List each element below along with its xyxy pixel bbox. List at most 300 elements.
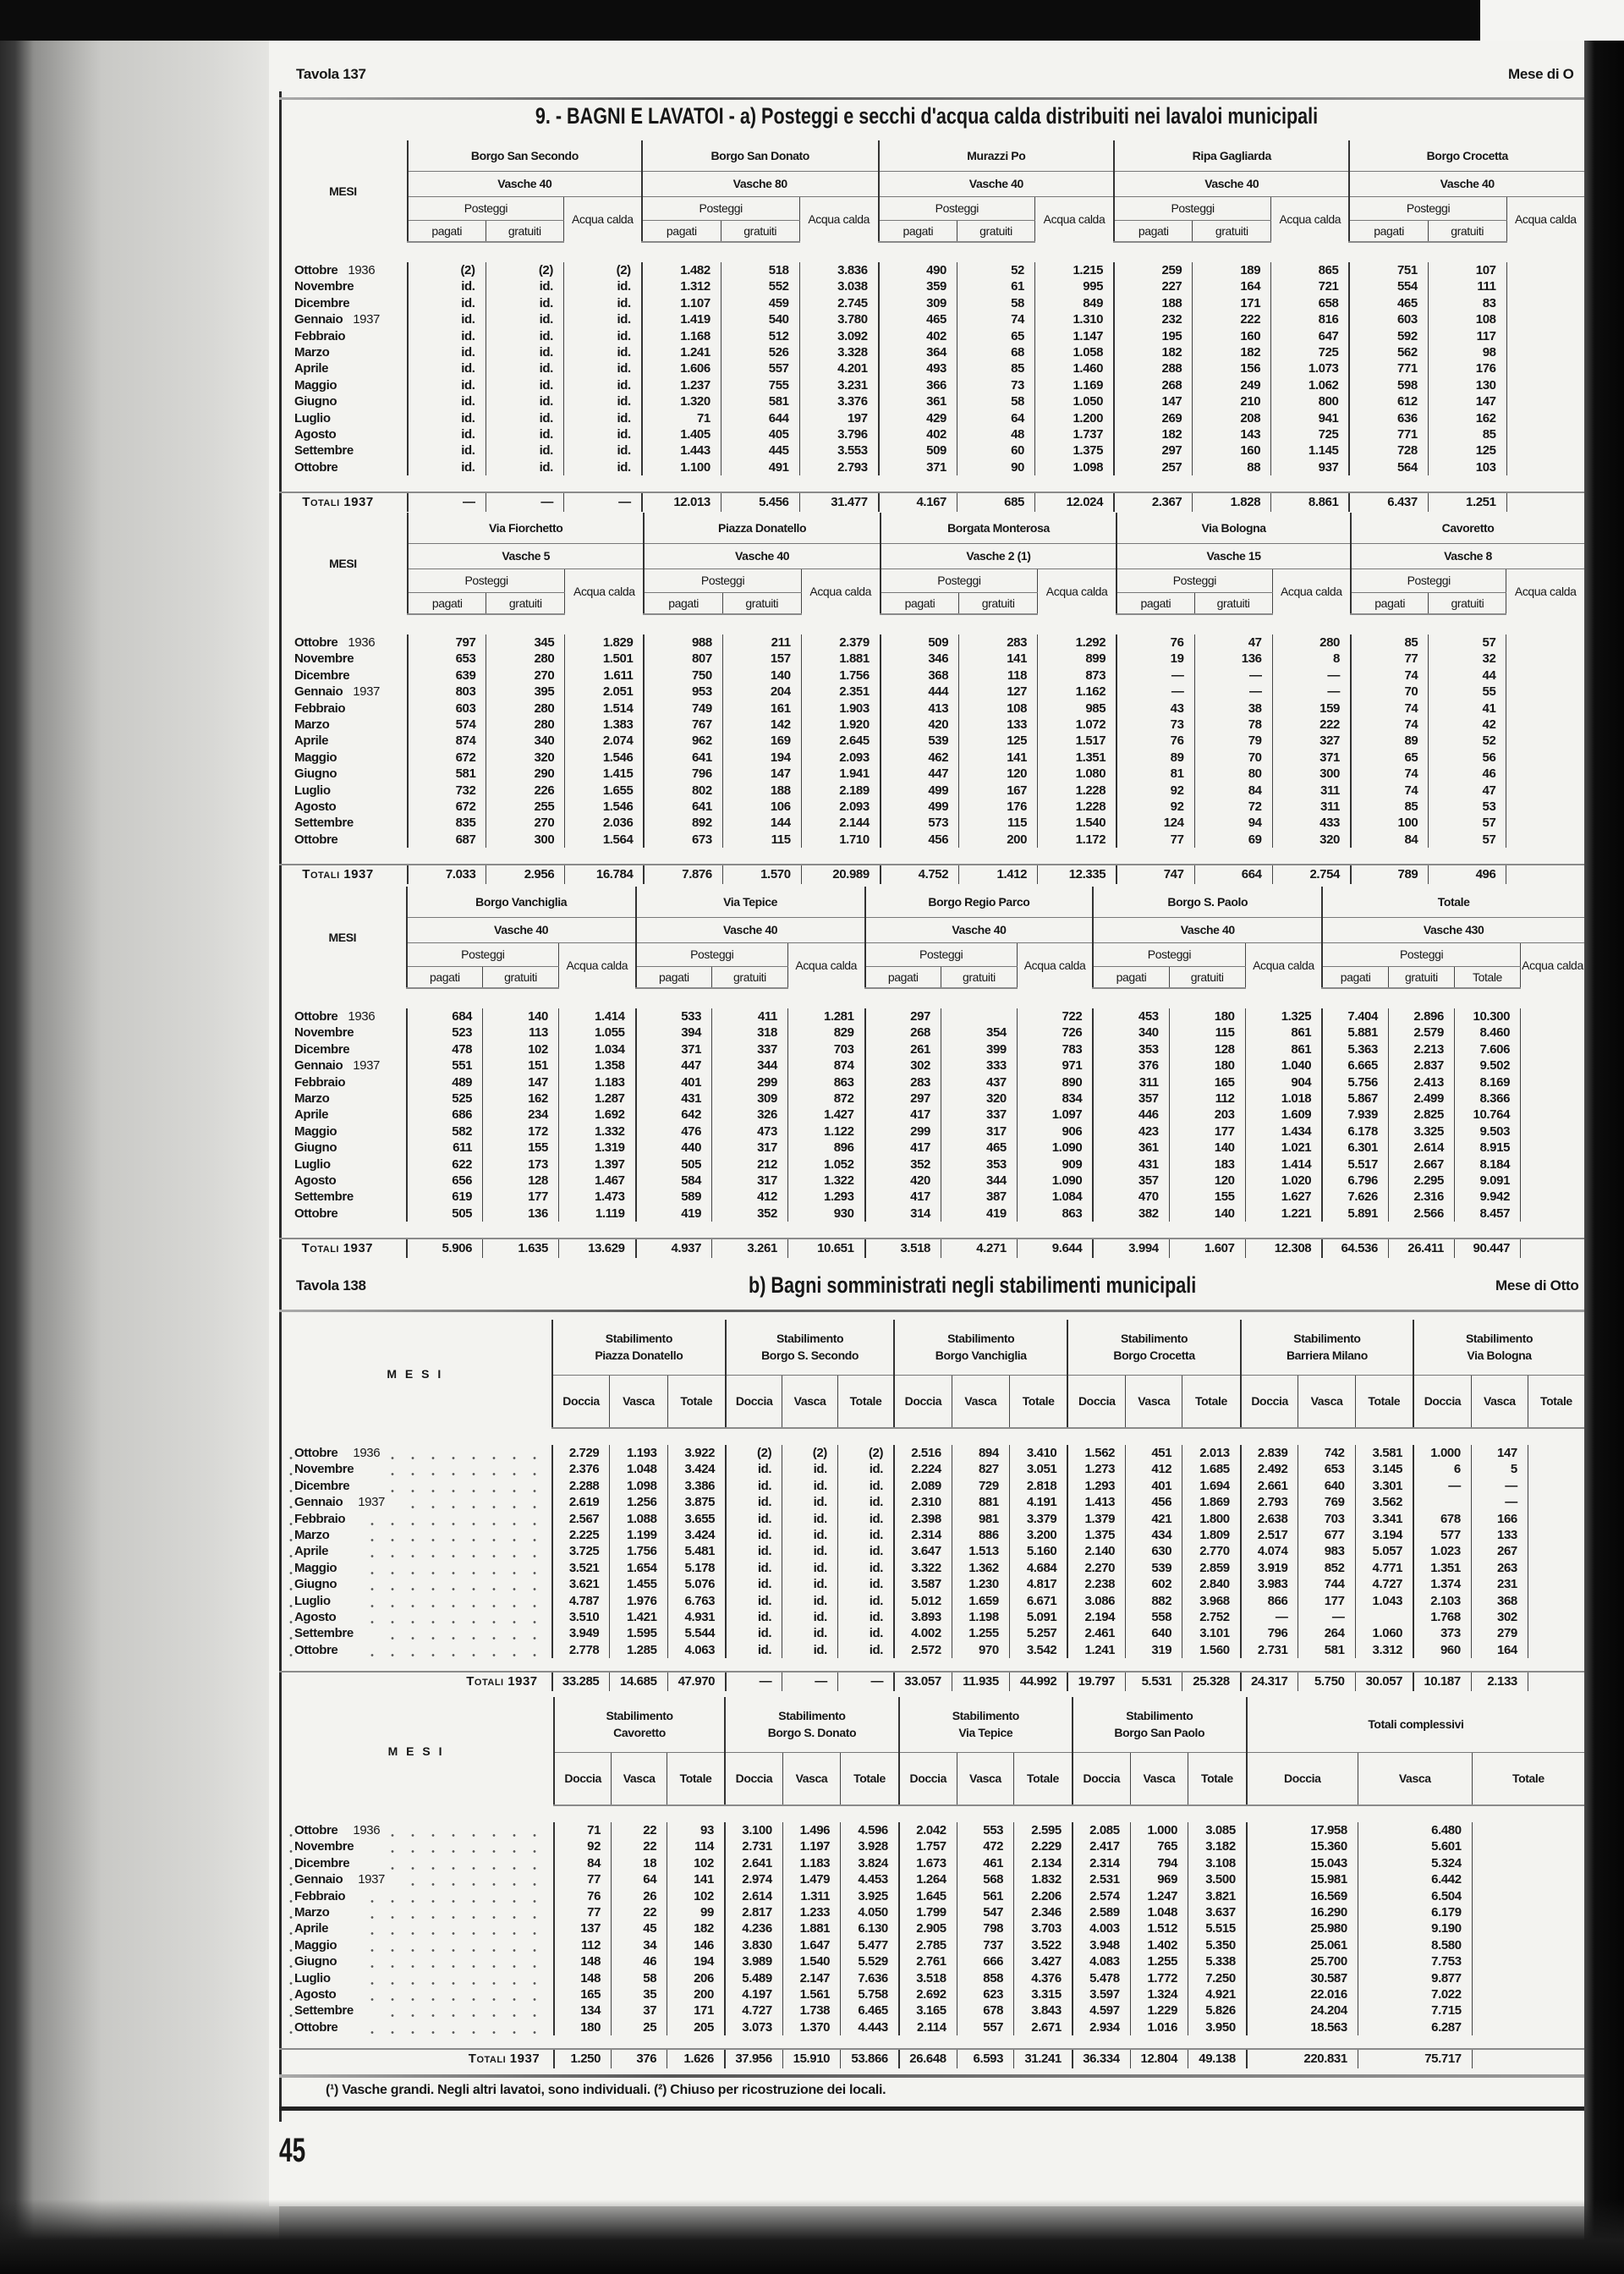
value-cell: 283 — [865, 1074, 941, 1090]
value-cell: id. — [408, 328, 486, 344]
value-cell: 182 — [1114, 344, 1193, 360]
value-cell: 3.073 — [725, 2019, 782, 2035]
value-cell: 7.033 — [408, 865, 486, 884]
value-cell: 2.270 — [1067, 1560, 1125, 1576]
month-label — [279, 1822, 554, 1838]
sub-column-header: pagati — [1116, 592, 1194, 614]
sub-column-header: Totale — [1014, 1752, 1073, 1805]
vasche-count: Vasche 40 — [1114, 171, 1349, 196]
vasche-count: Vasche 40 — [407, 917, 636, 942]
value-cell: 1.738 — [782, 2002, 840, 2019]
value-cell: 2.134 — [1014, 1855, 1073, 1871]
table-header — [279, 1320, 1584, 1428]
month-wrap — [294, 1544, 354, 1558]
month-label — [279, 1560, 552, 1576]
month-wrap — [294, 361, 338, 376]
value-cell: 401 — [636, 1074, 712, 1090]
sub-column-header: Totale — [667, 1752, 725, 1805]
value-cell: 3.325 — [1388, 1123, 1454, 1140]
value-cell: 581 — [408, 766, 486, 782]
value-cell: 38 — [1194, 700, 1272, 717]
value-cell: 685 — [957, 492, 1035, 512]
month-label — [279, 1543, 552, 1559]
value-cell: 2.770 — [1182, 1543, 1241, 1559]
value-cell: 3.521 — [552, 1560, 610, 1576]
sub-column-header: Totale — [1188, 1752, 1247, 1805]
value-cell — [1472, 1871, 1584, 1887]
value-cell: 417 — [865, 1189, 941, 1205]
value-cell: — — [1116, 667, 1194, 684]
value-cell: 189 — [1193, 262, 1271, 278]
acqua-calda-header: Acqua calda — [1271, 196, 1350, 242]
value-cell: 886 — [952, 1527, 1009, 1543]
value-cell: 3.553 — [799, 442, 879, 459]
value-cell: 16.569 — [1247, 1888, 1358, 1904]
value-cell: 6.504 — [1358, 1888, 1472, 1904]
month-wrap — [294, 668, 359, 683]
value-cell: 2.754 — [1272, 865, 1351, 884]
value-cell: 1.460 — [1034, 360, 1114, 376]
lavatoio-name: Borgo Regio Parco — [865, 887, 1094, 917]
value-cell: 1.647 — [782, 1937, 840, 1953]
month-label — [279, 1986, 554, 2002]
month-name: Dicembre — [294, 1855, 354, 1871]
month-wrap — [294, 1495, 395, 1509]
value-cell: 3.562 — [1355, 1494, 1413, 1510]
table-row — [279, 1838, 1584, 1854]
month-wrap — [294, 684, 380, 699]
value-cell: (2) — [563, 262, 641, 278]
value-cell: 677 — [1298, 1527, 1355, 1543]
value-cell — [1528, 1494, 1584, 1510]
value-cell: id. — [782, 1593, 838, 1609]
value-cell: 1.048 — [1130, 1904, 1188, 1920]
table-138-section-2 — [279, 1697, 1584, 2068]
value-cell: 114 — [667, 1838, 725, 1854]
value-cell: 1.362 — [952, 1560, 1009, 1576]
value-cell: 12.804 — [1130, 2049, 1188, 2068]
totals-row — [279, 1672, 1584, 1691]
value-cell: 835 — [408, 815, 486, 831]
value-cell: 314 — [865, 1206, 941, 1222]
value-cell: 5.601 — [1358, 1838, 1472, 1854]
value-cell: 981 — [952, 1511, 1009, 1527]
value-cell: 5.758 — [841, 1986, 899, 2002]
value-cell: 584 — [636, 1173, 712, 1189]
value-cell: 4.443 — [841, 2019, 899, 2035]
value-cell — [1472, 1855, 1584, 1871]
lavatoio-name: Totale — [1322, 887, 1584, 917]
value-cell: 18 — [612, 1855, 667, 1871]
value-cell: 71 — [642, 410, 721, 426]
value-cell: 148 — [554, 1953, 611, 1969]
value-cell: 1.145 — [1271, 442, 1350, 459]
value-cell: 212 — [712, 1156, 788, 1173]
value-cell: id. — [782, 1576, 838, 1592]
stabilimento-line1: Stabilimento — [776, 1332, 844, 1346]
value-cell: 658 — [1271, 295, 1350, 311]
month-name: Novembre — [294, 1025, 354, 1041]
value-cell: 106 — [722, 799, 801, 815]
value-cell: 53.866 — [841, 2049, 899, 2068]
table-row — [279, 1173, 1584, 1189]
value-cell: 361 — [879, 393, 957, 409]
value-cell: 461 — [957, 1855, 1013, 1871]
value-cell: 1.607 — [1169, 1239, 1245, 1258]
header-row — [279, 1697, 1584, 1752]
month-label — [279, 1024, 407, 1041]
value-cell: 113 — [483, 1024, 559, 1041]
value-cell: id. — [782, 1494, 838, 1510]
value-cell: 1.021 — [1245, 1140, 1322, 1156]
value-cell: 3.510 — [552, 1609, 610, 1625]
value-cell: 1.020 — [1245, 1173, 1322, 1189]
value-cell: 2.859 — [1182, 1560, 1241, 1576]
value-cell: 3.341 — [1355, 1511, 1413, 1527]
value-cell: 2.492 — [1241, 1461, 1298, 1477]
month-label — [279, 1478, 552, 1494]
value-cell: 3.301 — [1355, 1478, 1413, 1494]
value-cell: 553 — [957, 1822, 1013, 1838]
value-cell: 167 — [959, 783, 1038, 799]
value-cell: 672 — [408, 799, 486, 815]
value-cell: 376 — [612, 2049, 667, 2068]
value-cell: 1.455 — [610, 1576, 667, 1592]
mesi-header: MESI — [329, 557, 357, 570]
table-row — [279, 410, 1584, 426]
totals-row — [279, 865, 1584, 884]
value-cell: 789 — [1351, 865, 1429, 884]
month-wrap — [294, 1140, 347, 1155]
value-cell: 7.876 — [644, 865, 722, 884]
value-cell: 970 — [952, 1642, 1009, 1658]
value-cell: 1.832 — [1014, 1871, 1073, 1887]
month-name: Febbraio — [294, 328, 346, 343]
value-cell: 1.627 — [1245, 1189, 1322, 1205]
value-cell: 65 — [957, 328, 1035, 344]
value-cell: 74 — [1351, 700, 1429, 717]
value-cell: 47 — [1429, 783, 1506, 799]
value-cell: 2.667 — [1388, 1156, 1454, 1173]
value-cell: 3.182 — [1188, 1838, 1247, 1854]
totals-label: Totali 1937 — [279, 1239, 407, 1258]
table-row — [279, 634, 1584, 651]
table-138-period: Mese di Otto — [1495, 1277, 1579, 1294]
value-cell: 3.542 — [1009, 1642, 1067, 1658]
value-cell: 678 — [957, 2002, 1013, 2019]
value-cell: 744 — [1298, 1576, 1355, 1592]
document-page — [269, 41, 1584, 2206]
value-cell: 46 — [612, 1953, 667, 1969]
value-cell: 5.531 — [1126, 1672, 1182, 1691]
table-row — [279, 1189, 1584, 1205]
value-cell: 1.230 — [952, 1576, 1009, 1592]
value-cell: — — [1471, 1478, 1528, 1494]
value-cell: 78 — [1194, 717, 1272, 733]
value-cell — [1528, 1445, 1584, 1461]
month-name: Luglio — [294, 410, 331, 426]
value-cell: 429 — [879, 410, 957, 426]
value-cell: 4.596 — [841, 1822, 899, 1838]
value-cell: 118 — [959, 667, 1038, 684]
month-label — [279, 1090, 407, 1107]
value-cell: 115 — [959, 815, 1038, 831]
stabilimento-line1: Stabilimento — [606, 1709, 673, 1723]
value-cell: 46 — [1429, 766, 1506, 782]
value-cell: 937 — [1271, 459, 1350, 475]
value-cell: 1.514 — [565, 700, 645, 717]
value-cell: 1.237 — [642, 377, 721, 393]
value-cell: 1.881 — [801, 651, 881, 667]
value-cell: 4.453 — [841, 1871, 899, 1887]
value-cell: 2.413 — [1388, 1074, 1454, 1090]
table-row — [279, 1920, 1584, 1936]
value-cell: 3.108 — [1188, 1855, 1247, 1871]
month-wrap — [294, 1971, 356, 1986]
value-cell: id. — [563, 344, 641, 360]
value-cell: 1.080 — [1038, 766, 1117, 782]
month-year: 1937 — [358, 1494, 390, 1510]
month-wrap — [294, 799, 346, 814]
value-cell — [1506, 865, 1584, 884]
month-label — [279, 1609, 552, 1625]
value-cell: 25.700 — [1247, 1953, 1358, 1969]
acqua-calda-header: Acqua calda — [1272, 568, 1351, 614]
value-cell: 447 — [636, 1057, 712, 1074]
value-cell: 1.228 — [1038, 783, 1117, 799]
value-cell: 1.084 — [1017, 1189, 1093, 1205]
value-cell: 74 — [1351, 766, 1429, 782]
value-cell: id. — [408, 459, 486, 475]
value-cell: 2.956 — [486, 865, 565, 884]
value-cell: 320 — [1272, 832, 1351, 848]
value-cell: 755 — [721, 377, 799, 393]
value-cell: 12.335 — [1038, 865, 1117, 884]
value-cell: 953 — [644, 684, 722, 700]
value-cell: 1.016 — [1130, 2019, 1188, 2035]
month-wrap — [294, 345, 339, 360]
value-cell: 803 — [408, 684, 486, 700]
value-cell: 402 — [879, 328, 957, 344]
value-cell: 3.424 — [667, 1461, 726, 1477]
value-cell: 112 — [554, 1937, 611, 1953]
value-cell: 98 — [1428, 344, 1506, 360]
month-label — [279, 2019, 554, 2035]
value-cell: 1.050 — [1034, 393, 1114, 409]
value-cell: 2.731 — [1241, 1642, 1298, 1658]
value-cell: 5.076 — [667, 1576, 726, 1592]
value-cell: 280 — [486, 700, 565, 717]
value-cell: 1.200 — [1034, 410, 1114, 426]
value-cell: 6.665 — [1322, 1057, 1388, 1074]
value-cell: 3.875 — [667, 1494, 726, 1510]
value-cell: 31.241 — [1014, 2049, 1073, 2068]
value-cell — [1472, 1986, 1584, 2002]
value-cell: 5.178 — [667, 1560, 726, 1576]
value-cell: 177 — [483, 1189, 559, 1205]
sub-column-header: Totale — [1009, 1375, 1067, 1428]
month-name: Novembre — [294, 279, 354, 294]
spacer-row — [279, 1805, 1584, 1822]
value-cell: — — [408, 492, 486, 512]
table-header — [279, 140, 1584, 242]
value-cell: 1.324 — [1130, 1986, 1188, 2002]
value-cell: 3.597 — [1073, 1986, 1130, 2002]
value-cell: 2.042 — [899, 1822, 957, 1838]
value-cell: 3.500 — [1188, 1871, 1247, 1887]
value-cell: 1.319 — [558, 1140, 635, 1156]
value-cell — [1528, 1543, 1584, 1559]
value-cell: 1.073 — [1271, 360, 1350, 376]
table-row — [279, 717, 1584, 733]
sub-column-header: Vasca — [952, 1375, 1009, 1428]
sub-column-header: Doccia — [726, 1375, 782, 1428]
table-row — [279, 1206, 1584, 1222]
value-cell: 134 — [554, 2002, 611, 2019]
value-cell: 103 — [1428, 459, 1506, 475]
value-cell: 1.247 — [1130, 1888, 1188, 1904]
value-cell: 721 — [1271, 278, 1350, 294]
value-cell: 1.172 — [1038, 832, 1117, 848]
value-cell: 177 — [1169, 1123, 1245, 1140]
value-cell: 4.771 — [1355, 1560, 1413, 1576]
month-name: Gennaio — [294, 684, 343, 700]
sub-column-header: pagati — [879, 220, 957, 242]
month-label — [279, 1041, 407, 1057]
month-name: Settembre — [294, 816, 354, 831]
value-cell: 267 — [1471, 1543, 1528, 1559]
month-wrap — [294, 279, 364, 294]
table-row — [279, 344, 1584, 360]
table-row — [279, 442, 1584, 459]
value-cell: 2.314 — [1073, 1855, 1130, 1871]
value-cell: 539 — [881, 733, 959, 749]
month-wrap — [294, 2020, 363, 2035]
value-cell: 171 — [1193, 295, 1271, 311]
value-cell: 70 — [1194, 750, 1272, 766]
value-cell: 437 — [941, 1074, 1017, 1090]
value-cell: 1.659 — [952, 1593, 1009, 1609]
value-cell: 1.229 — [1130, 2002, 1188, 2019]
value-cell: 34 — [612, 1937, 667, 1953]
value-cell: 1.809 — [1182, 1527, 1241, 1543]
value-cell: 417 — [865, 1107, 941, 1123]
value-cell: 1.183 — [558, 1074, 635, 1090]
spacer-row — [279, 2035, 1584, 2049]
sub-column-header: Totale — [1454, 966, 1520, 988]
value-cell: id. — [408, 377, 486, 393]
value-cell: 64.536 — [1322, 1239, 1388, 1258]
value-cell: 1.920 — [801, 717, 881, 733]
value-cell: 112 — [1169, 1090, 1245, 1107]
value-cell: 1.517 — [1038, 733, 1117, 749]
month-wrap — [294, 1889, 370, 1903]
month-wrap — [294, 1462, 379, 1476]
value-cell: 77 — [554, 1904, 611, 1920]
month-label — [279, 1888, 554, 1904]
value-cell: 26.411 — [1388, 1239, 1454, 1258]
value-cell: 673 — [644, 832, 722, 848]
value-cell: 2.567 — [552, 1511, 610, 1527]
value-cell: 74 — [1351, 717, 1429, 733]
value-cell: 3.328 — [799, 344, 879, 360]
value-cell: 2.818 — [1009, 1478, 1067, 1494]
value-cell: 22.016 — [1247, 1986, 1358, 2002]
value-cell: 656 — [407, 1173, 483, 1189]
value-cell: 5.881 — [1322, 1024, 1388, 1041]
value-cell: 872 — [787, 1090, 864, 1107]
value-cell: (2) — [726, 1445, 782, 1461]
value-cell: — — [1272, 684, 1351, 700]
value-cell: 357 — [1093, 1090, 1169, 1107]
value-cell: 55 — [1429, 684, 1506, 700]
value-cell: 74 — [957, 311, 1035, 327]
value-cell: 447 — [881, 766, 959, 782]
value-cell — [1472, 1920, 1584, 1936]
sub-column-header: gratuiti — [486, 592, 565, 614]
value-cell: 1.467 — [558, 1173, 635, 1189]
value-cell: 200 — [959, 832, 1038, 848]
value-cell: 413 — [881, 700, 959, 717]
stabilimento-line1: Stabilimento — [947, 1332, 1015, 1346]
value-cell: 612 — [1349, 393, 1428, 409]
value-cell: 68 — [957, 344, 1035, 360]
value-cell: 22 — [612, 1822, 667, 1838]
value-cell: 160 — [1193, 328, 1271, 344]
value-cell: 5.456 — [721, 492, 799, 512]
table-row — [279, 766, 1584, 782]
value-cell: 440 — [636, 1140, 712, 1156]
value-cell: 611 — [407, 1140, 483, 1156]
month-wrap — [294, 427, 346, 442]
value-cell: 3.949 — [552, 1625, 610, 1641]
stabilimento-name — [725, 1697, 899, 1752]
value-cell: 133 — [959, 717, 1038, 733]
value-cell: 84 — [554, 1855, 611, 1871]
month-label — [279, 1838, 554, 1854]
value-cell: 5.481 — [667, 1543, 726, 1559]
value-cell — [1521, 1057, 1584, 1074]
value-cell: 1.292 — [1038, 634, 1117, 651]
value-cell: 1.414 — [1245, 1156, 1322, 1173]
table-row — [279, 1008, 1584, 1024]
month-name: Febbraio — [294, 700, 346, 716]
value-cell: 1.000 — [1130, 1822, 1188, 1838]
stabilimento-name — [552, 1320, 726, 1375]
value-cell: 8.169 — [1454, 1074, 1520, 1090]
value-cell: 42 — [1429, 717, 1506, 733]
value-cell: 9.644 — [1017, 1239, 1093, 1258]
value-cell: 2.638 — [1241, 1511, 1298, 1527]
value-cell: id. — [408, 410, 486, 426]
value-cell: 622 — [407, 1156, 483, 1173]
value-cell: 459 — [721, 295, 799, 311]
value-cell: 4.684 — [1009, 1560, 1067, 1576]
value-cell — [1521, 1041, 1584, 1057]
month-label — [279, 832, 408, 848]
value-cell: id. — [408, 442, 486, 459]
value-cell — [1521, 1090, 1584, 1107]
value-cell: 3.968 — [1182, 1593, 1241, 1609]
month-wrap — [294, 1512, 370, 1526]
table-row — [279, 1140, 1584, 1156]
month-name: Settembre — [294, 1189, 354, 1205]
value-cell: 268 — [865, 1024, 941, 1041]
value-cell: 1.405 — [642, 426, 721, 442]
value-cell — [1506, 360, 1584, 376]
value-cell: 115 — [1169, 1024, 1245, 1041]
value-cell: 7.022 — [1358, 1986, 1472, 2002]
